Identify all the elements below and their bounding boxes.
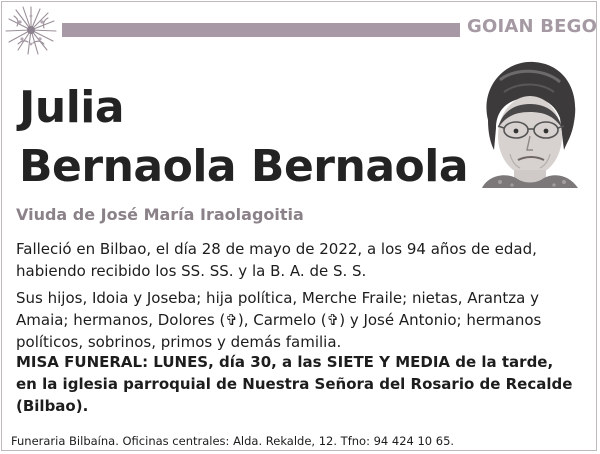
floral-emblem-icon (4, 4, 58, 56)
death-announcement-paragraph: Falleció en Bilbao, el día 28 de mayo de 2022, a los 94 años de edad, habiendo recibido los SS. SS. y la B. A. de S. S. (16, 240, 537, 280)
family-paragraph: Sus hijos, Idoia y Joseba; hija política, Merche Fraile; nietas, Arantza y Amaia; hermanos, Dolores (✞), Carmelo (✞) y José Antonio; hermanos políticos, sobrinos, primos y demás familia. (16, 289, 542, 351)
section-label: GOIAN BEGO (467, 16, 598, 37)
funeral-home-footer: Funeraria Bilbaína. Oficinas centrales: Alda. Rekalde, 12. Tfno: 94 424 10 65. (11, 434, 455, 448)
header-bar (62, 23, 460, 37)
portrait-photo (474, 58, 582, 188)
widow-of-line: Viuda de José María Iraolagoitia (16, 205, 304, 224)
deceased-surnames: Bernaola Bernaola (19, 141, 469, 192)
funeral-mass-paragraph: MISA FUNERAL: LUNES, día 30, a las SIETE Y MEDIA de la tarde, en la iglesia parroquial de Nuestra Señora del Rosario de Recalde (Bilbao). (16, 353, 573, 415)
deceased-first-name: Julia (19, 82, 125, 133)
